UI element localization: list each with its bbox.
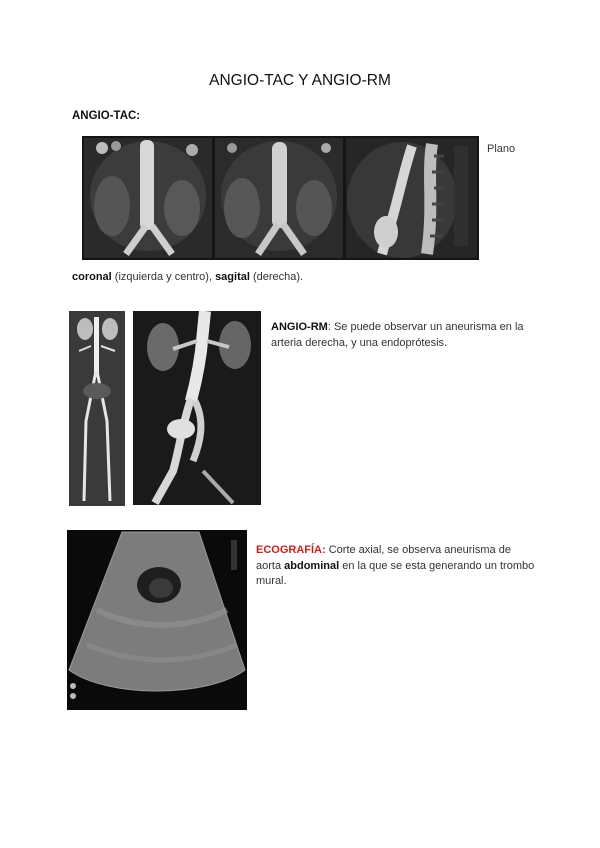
caption-coronal: coronal <box>72 271 112 283</box>
ecografia-text-2: en la que se esta generando un trombo mural. <box>256 559 535 587</box>
angio-tac-image <box>82 136 479 260</box>
ecografia-image <box>67 530 247 710</box>
caption-sagital: sagital <box>215 271 250 283</box>
angio-rm-image-left <box>69 311 125 506</box>
angio-tac-heading: ANGIO-TAC: <box>72 110 141 122</box>
angio-rm-label: ANGIO-RM <box>271 321 328 333</box>
plano-text: Plano <box>487 143 516 155</box>
angio-rm-image-right <box>133 311 261 505</box>
angio-rm-text <box>271 320 533 351</box>
caption-text-2: (derecha). <box>249 271 304 283</box>
caption-text-1: (izquierda y centro), <box>111 271 216 283</box>
angio-tac-caption <box>72 270 303 286</box>
ecografia-bold-abdominal: abdominal <box>284 559 340 572</box>
page-title: ANGIO-TAC Y ANGIO-RM <box>209 72 391 89</box>
angio-rm-description: : Se puede observar un aneurisma en la arteria derecha, y una endoprótesis. <box>271 321 524 349</box>
ecografia-label: ECOGRAFÍA: <box>256 544 326 556</box>
ecografia-text-1: Corte axial, se observa aneurisma de aorta <box>256 544 511 572</box>
ecografia-text <box>256 543 536 590</box>
